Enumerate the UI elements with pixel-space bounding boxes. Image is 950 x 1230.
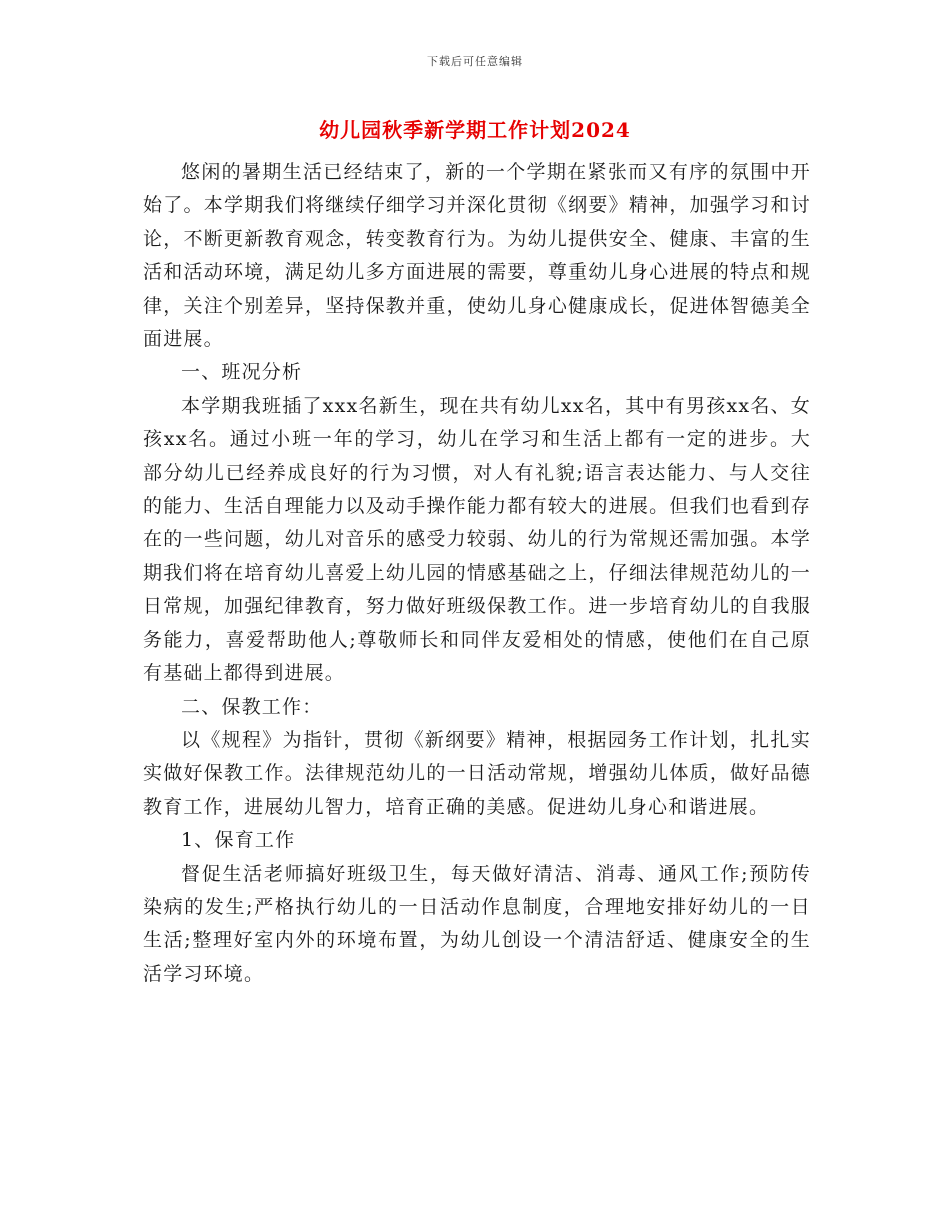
- subsection-heading-nursing: 1、保育工作: [181, 829, 296, 852]
- care-education-paragraph: 以《规程》为指针，贯彻《新纲要》精神，根据园务工作计划，扎扎实实做好保教工作。法律规范幼儿的一日活动常规，增强幼儿体质，做好品德教育工作，进展幼儿智力，培育正确的美感。促进幼儿身心和谐进展。: [143, 728, 811, 818]
- section-heading-class-analysis: 一、班况分析: [181, 361, 303, 384]
- intro-paragraph: 悠闲的暑期生活已经结束了，新的一个学期在紧张而又有序的氛围中开始了。本学期我们将继续仔细学习并深化贯彻《纲要》精神，加强学习和讨论，不断更新教育观念，转变教育行为。为幼儿提供安全、健康、丰富的生活和活动环境，满足幼儿多方面进展的需要，尊重幼儿身心进展的特点和规律，关注个别差异，坚持保教并重，使幼儿身心健康成长，促进体智德美全面进展。: [143, 161, 811, 351]
- section-heading-care-education: 二、保教工作：: [181, 695, 323, 718]
- document-body: [143, 156, 811, 991]
- nursing-paragraph: 督促生活老师搞好班级卫生，每天做好清洁、消毒、通风工作;预防传染病的发生;严格执行幼儿的一日活动作息制度，合理地安排好幼儿的一日生活;整理好室内外的环境布置，为幼儿创设一个清洁舒适、健康安全的生活学习环境。: [143, 862, 811, 985]
- class-analysis-paragraph: 本学期我班插了xxx名新生，现在共有幼儿xx名，其中有男孩xx名、女孩xx名。通过小班一年的学习，幼儿在学习和生活上都有一定的进步。大部分幼儿已经养成良好的行为习惯，对人有礼貌;语言表达能力、与人交往的能力、生活自理能力以及动手操作能力都有较大的进展。但我们也看到存在的一些问题，幼儿对音乐的感受力较弱、幼儿的行为常规还需加强。本学期我们将在培育幼儿喜爱上幼儿园的情感基础之上，仔细法律规范幼儿的一日常规，加强纪律教育，努力做好班级保教工作。进一步培育幼儿的自我服务能力，喜爱帮助他人;尊敬师长和同伴友爱相处的情感，使他们在自己原有基础上都得到进展。: [143, 394, 811, 685]
- page-header-note: 下载后可任意编辑: [427, 55, 523, 68]
- document-title: 幼儿园秋季新学期工作计划2024: [319, 118, 631, 142]
